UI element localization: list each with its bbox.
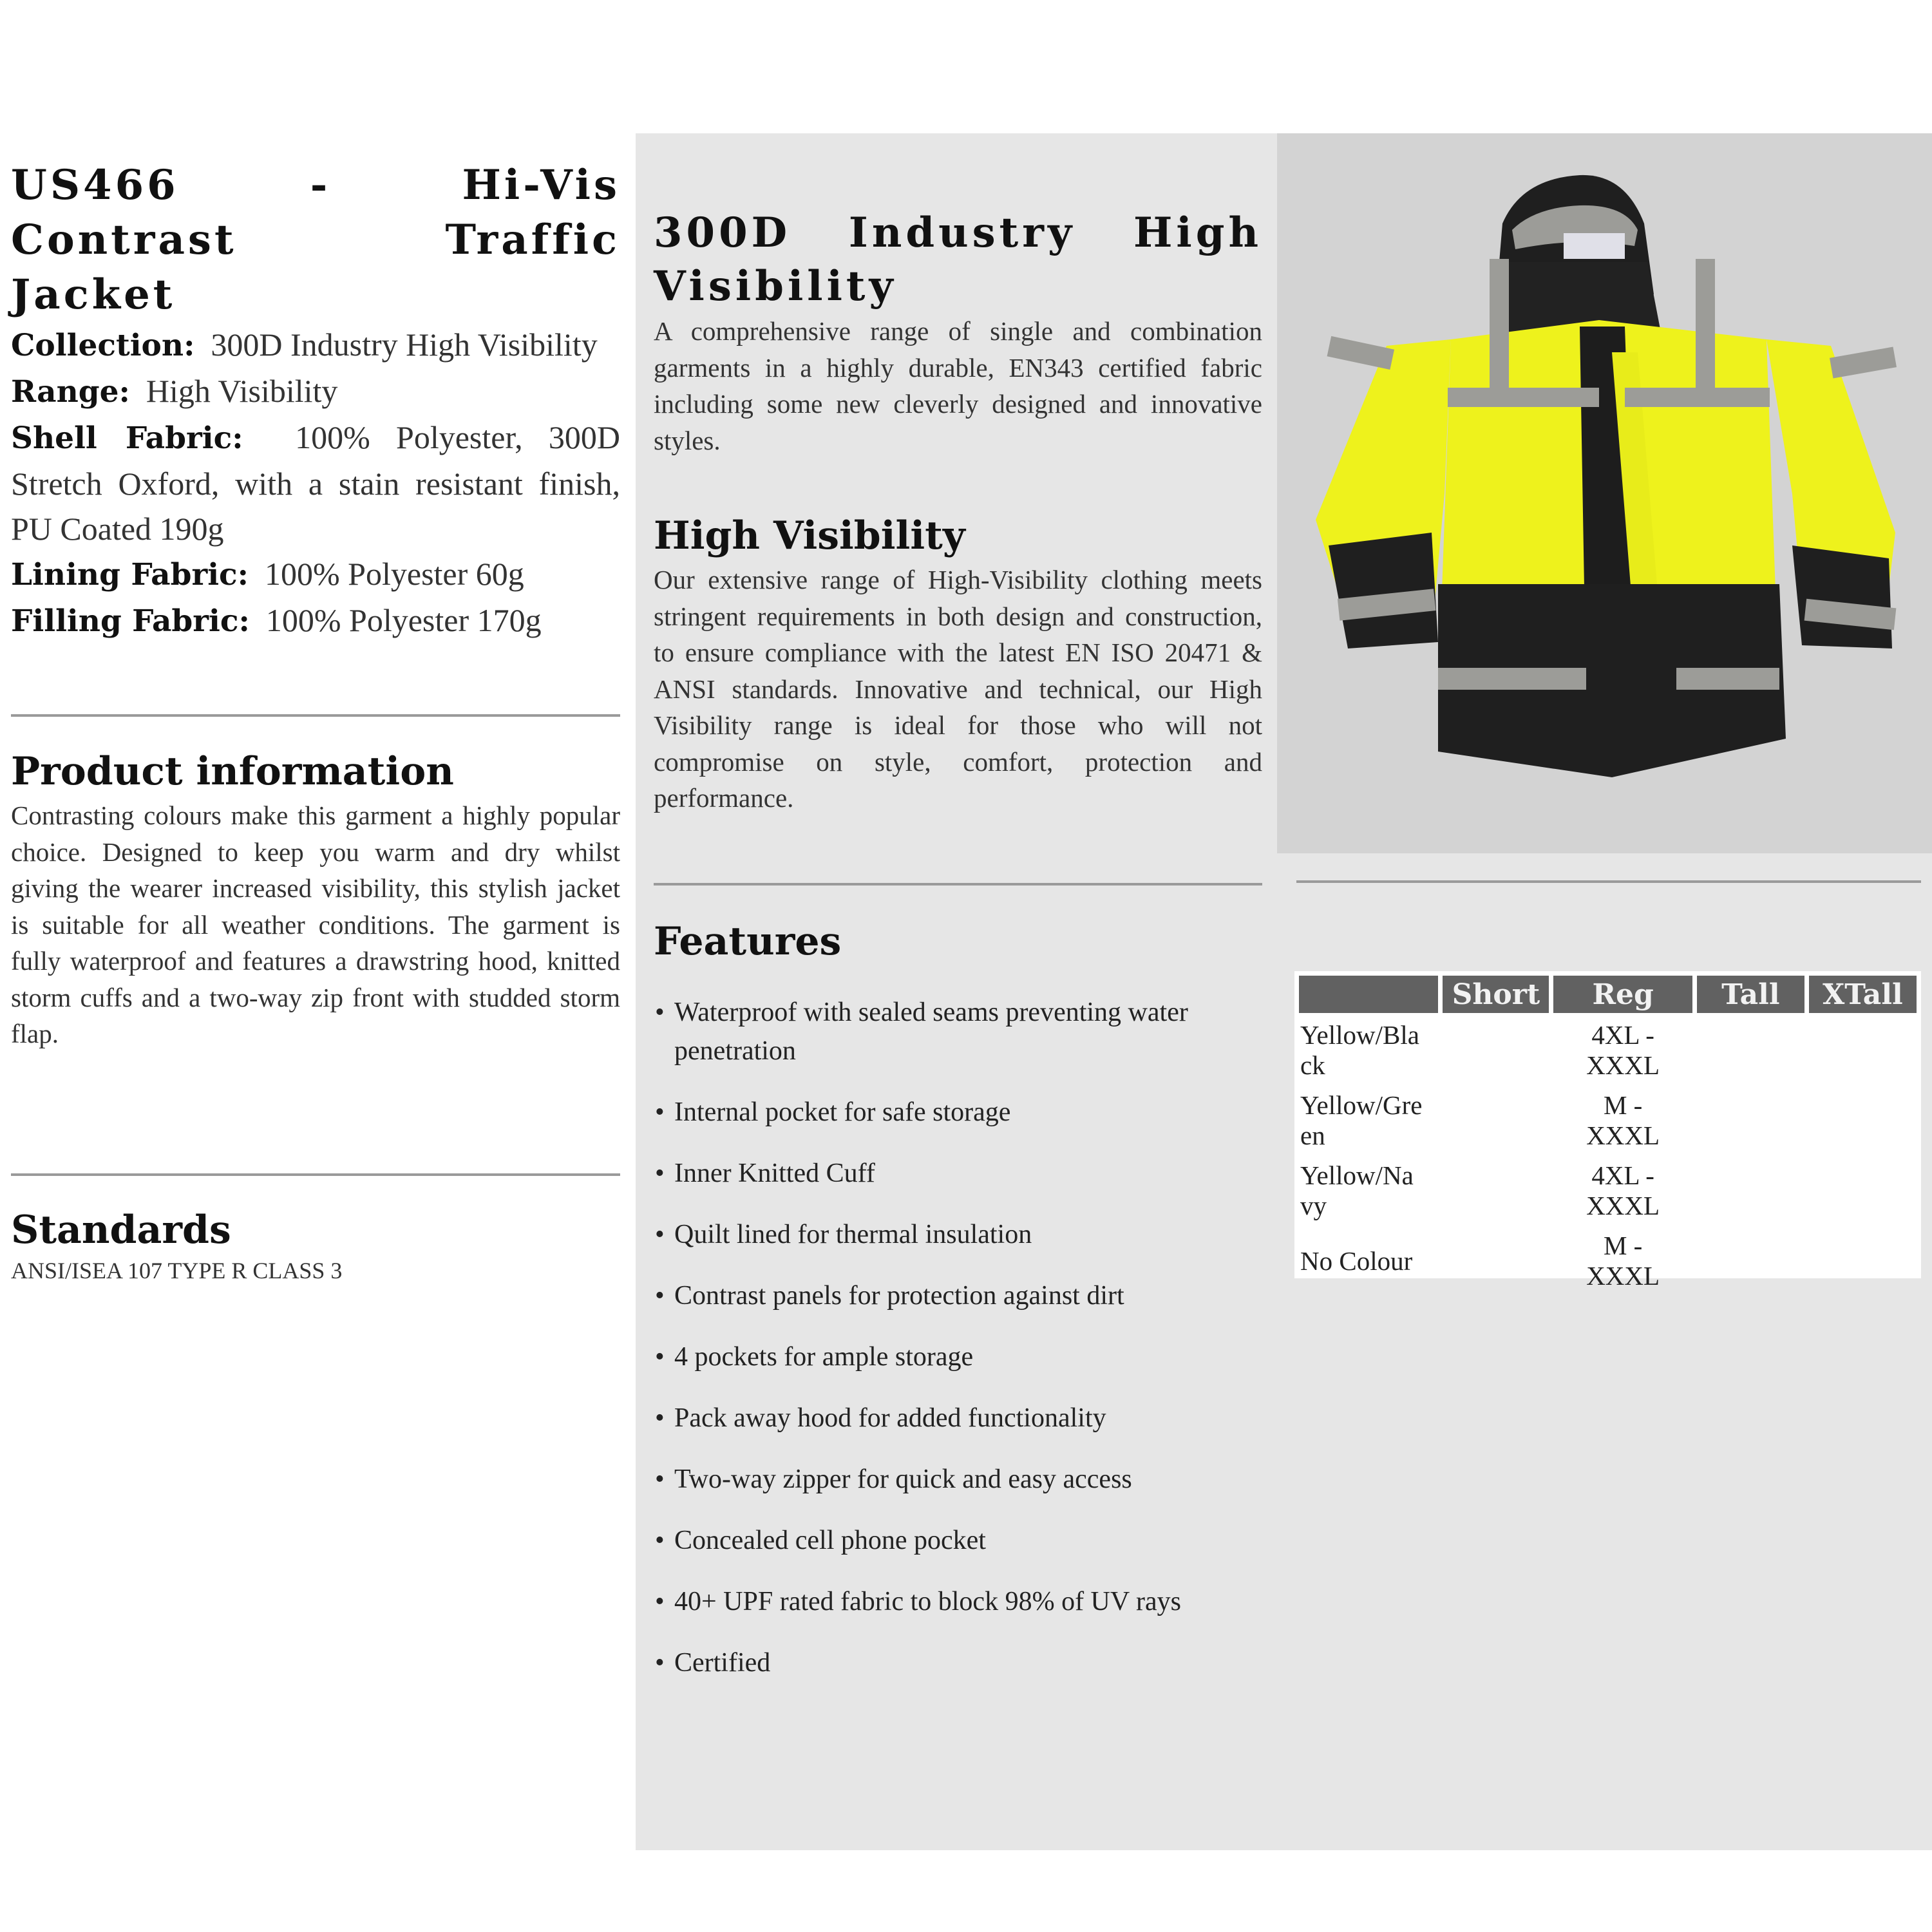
size-row xyxy=(1299,1158,1917,1224)
range-text: Our extensive range of High-Visibility clothing meets stringent requirements in both design and construction, to ensure compliance with the latest EN ISO 20471 & ANSI standards. Innovative and technical, our High Visibility range is ideal for those who will not compromise on style, comfort, protection and performance. xyxy=(654,565,1262,813)
section-divider xyxy=(11,714,620,717)
spec-label: Filling Fabric: xyxy=(11,603,250,639)
bullet-icon: • xyxy=(655,1648,665,1678)
spec-filling-fabric xyxy=(11,598,620,644)
spec-label: Collection: xyxy=(11,328,195,363)
feature-item xyxy=(654,1521,1262,1560)
feature-text: Concealed cell phone pocket xyxy=(674,1526,986,1555)
spec-list xyxy=(11,322,620,644)
range-heading: High Visibility xyxy=(654,513,965,558)
size-cell-short xyxy=(1443,1018,1549,1083)
feature-item xyxy=(654,1582,1262,1621)
size-cell-colour: Yellow/Gre en xyxy=(1300,1090,1423,1150)
feature-text: 4 pockets for ample storage xyxy=(674,1342,974,1372)
feature-item xyxy=(654,993,1262,1070)
size-grid xyxy=(1294,971,1921,1298)
feature-item xyxy=(654,1154,1262,1193)
section-divider xyxy=(654,883,1262,886)
size-cell-reg: M - XXXL xyxy=(1586,1090,1660,1150)
features-section xyxy=(654,916,1262,1705)
bullet-icon: • xyxy=(655,1587,665,1616)
bullet-icon: • xyxy=(655,1097,665,1127)
bullet-icon: • xyxy=(655,1220,665,1249)
size-cell-short xyxy=(1443,1088,1549,1153)
size-cell-short xyxy=(1443,1228,1549,1294)
size-table-header xyxy=(1299,976,1917,1013)
feature-text: Internal pocket for safe storage xyxy=(674,1097,1011,1127)
spec-value: 100% Polyester, 300D Stretch Oxford, with a stain resistant finish, PU Coated 190g xyxy=(11,419,620,547)
feature-text: Certified xyxy=(674,1648,771,1678)
collection-section xyxy=(654,206,1262,459)
size-table xyxy=(1294,971,1921,1291)
spec-range xyxy=(11,368,620,415)
spec-value: 100% Polyester 60g xyxy=(265,556,524,592)
header-short: Short xyxy=(1443,976,1549,1013)
feature-text: Waterproof with sealed seams preventing water penetration xyxy=(674,998,1188,1066)
bullet-icon: • xyxy=(655,998,665,1027)
product-information-section xyxy=(11,746,620,1052)
features-heading: Features xyxy=(654,919,842,964)
feature-item xyxy=(654,1643,1262,1682)
spec-value: 300D Industry High Visibility xyxy=(211,327,598,363)
spec-label: Shell Fabric: xyxy=(11,421,243,456)
product-information-text: Contrasting colours make this garment a highly popular choice. Designed to keep you warm and dry whilst giving the wearer increased visibility, this stylish jacket is suitable for all weather conditions. The garment is fully waterproof and features a drawstring hood, knitted storm cuffs and a two-way zip front with studded storm flap. xyxy=(11,800,620,1048)
size-cell-tall xyxy=(1697,1088,1804,1153)
size-cell-colour: No Colour xyxy=(1300,1245,1413,1276)
feature-text: Two-way zipper for quick and easy access xyxy=(674,1464,1132,1494)
feature-item xyxy=(654,1215,1262,1254)
feature-item xyxy=(654,1399,1262,1437)
spec-shell-fabric xyxy=(11,415,620,551)
spec-label: Range: xyxy=(11,374,130,410)
header-tall: Tall xyxy=(1697,976,1804,1013)
size-cell-tall xyxy=(1697,1018,1804,1083)
size-cell-xtall xyxy=(1809,1228,1917,1294)
size-cell-xtall xyxy=(1809,1018,1917,1083)
section-divider xyxy=(11,1173,620,1176)
size-cell-reg: M - XXXL xyxy=(1586,1231,1660,1291)
size-cell-xtall xyxy=(1809,1158,1917,1224)
collection-text: A comprehensive range of single and combination garments in a highly durable, EN343 certified fabric including some new cleverly designed and innovative styles. xyxy=(654,316,1262,455)
bullet-icon: • xyxy=(655,1281,665,1311)
features-list xyxy=(654,993,1262,1682)
feature-item xyxy=(654,1460,1262,1499)
bullet-icon: • xyxy=(655,1159,665,1188)
section-divider xyxy=(1296,880,1921,883)
bullet-icon: • xyxy=(655,1403,665,1433)
product-image xyxy=(1277,133,1932,853)
standards-heading: Standards xyxy=(11,1208,231,1253)
range-section xyxy=(654,510,1262,817)
feature-text: Quilt lined for thermal insulation xyxy=(674,1220,1032,1249)
bullet-icon: • xyxy=(655,1342,665,1372)
size-cell-tall xyxy=(1697,1228,1804,1294)
spec-value: High Visibility xyxy=(146,373,338,409)
header-colour xyxy=(1299,976,1438,1013)
feature-text: Contrast panels for protection against dirt xyxy=(674,1281,1124,1311)
size-cell-reg: 4XL - XXXL xyxy=(1586,1020,1660,1080)
size-cell-colour: Yellow/Bla ck xyxy=(1300,1020,1419,1080)
size-cell-xtall xyxy=(1809,1088,1917,1153)
standards-section xyxy=(11,1204,620,1285)
hi-vis-jacket-image xyxy=(1277,133,1932,853)
size-cell-tall xyxy=(1697,1158,1804,1224)
header-xtall: XTall xyxy=(1809,976,1917,1013)
spec-value: 100% Polyester 170g xyxy=(265,602,542,638)
spec-label: Lining Fabric: xyxy=(11,557,249,592)
header-reg: Reg xyxy=(1553,976,1692,1013)
size-cell-reg: 4XL - XXXL xyxy=(1586,1160,1660,1220)
feature-item xyxy=(654,1093,1262,1132)
spec-collection xyxy=(11,322,620,368)
size-cell-colour: Yellow/Na vy xyxy=(1300,1160,1414,1220)
product-information-heading: Product information xyxy=(11,749,454,794)
bullet-icon: • xyxy=(655,1526,665,1555)
spec-lining-fabric xyxy=(11,551,620,598)
size-row xyxy=(1299,1018,1917,1083)
size-row xyxy=(1299,1088,1917,1153)
bullet-icon: • xyxy=(655,1464,665,1494)
collection-heading: 300D Industry High Visibility xyxy=(654,209,1262,310)
size-cell-short xyxy=(1443,1158,1549,1224)
product-title: US466 - Hi-Vis Contrast Traffic Jacket xyxy=(11,161,620,319)
product-summary xyxy=(11,158,620,644)
feature-text: Pack away hood for added functionality xyxy=(674,1403,1106,1433)
feature-text: 40+ UPF rated fabric to block 98% of UV rays xyxy=(674,1587,1181,1616)
standards-text: ANSI/ISEA 107 TYPE R CLASS 3 xyxy=(11,1258,343,1283)
feature-text: Inner Knitted Cuff xyxy=(674,1159,875,1188)
feature-item xyxy=(654,1276,1262,1315)
size-row xyxy=(1299,1228,1917,1294)
feature-item xyxy=(654,1338,1262,1376)
